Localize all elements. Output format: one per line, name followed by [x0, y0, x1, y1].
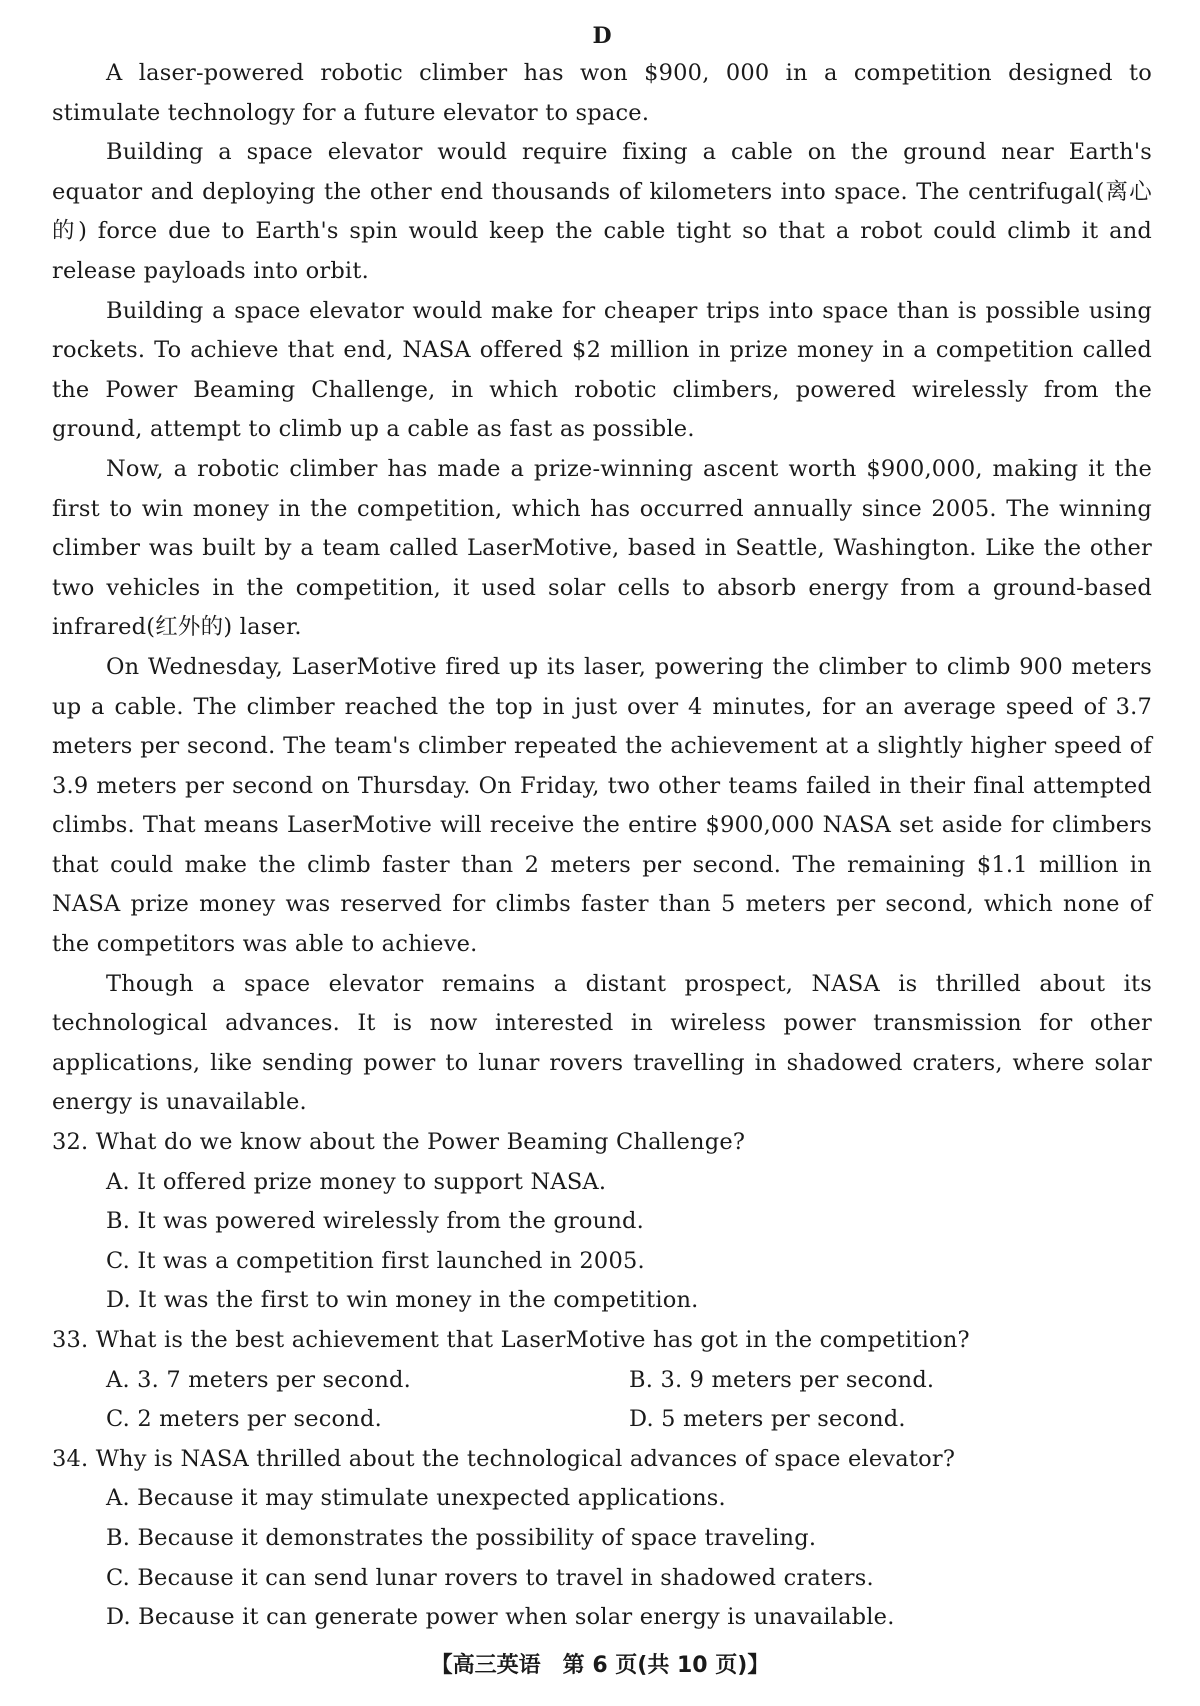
- passage-paragraph: A laser-powered robotic climber has won $900, 000 in a competition designed to stimulate technology for a future elevator to space.: [52, 60, 1152, 126]
- question-33: [52, 1321, 1152, 1440]
- option-d: D. It was the first to win money in the competition.: [106, 1287, 699, 1314]
- option-d: D. 5 meters per second.: [629, 1406, 906, 1433]
- question-list: [52, 1123, 1152, 1638]
- option-a: A. Because it may stimulate unexpected applications.: [106, 1485, 726, 1512]
- reading-passage: [52, 54, 1152, 1123]
- exam-page: [52, 18, 1152, 1638]
- option-c: C. 2 meters per second.: [106, 1406, 382, 1433]
- option-a: A. 3. 7 meters per second.: [106, 1366, 411, 1393]
- option-row: [106, 1400, 1152, 1440]
- option-b: B. It was powered wirelessly from the ground.: [106, 1208, 644, 1235]
- passage-paragraph: On Wednesday, LaserMotive fired up its laser, powering the climber to climb 900 meters up a cable. The climber reached the top in just over 4 minutes, for an average speed of 3.7 meters per second. The team's climber repeated the achievement at a slightly higher speed of 3.9 meters per second on Thursday. On Friday, two other teams failed in their final attempted climbs. That means LaserMotive will receive the entire $900,000 NASA set aside for climbers that could make the climb faster than 2 meters per second. The remaining $1.1 million in NASA prize money was reserved for climbs faster than 5 meters per second, which none of the competitors was able to achieve.: [52, 653, 1152, 958]
- option-c: C. Because it can send lunar rovers to travel in shadowed craters.: [106, 1564, 874, 1591]
- page-footer: 【高三英语 第 6 页(共 10 页)】: [430, 1653, 770, 1678]
- option-b: B. Because it demonstrates the possibility of space traveling.: [106, 1524, 817, 1551]
- section-letter: D: [592, 23, 612, 49]
- passage-paragraph: Now, a robotic climber has made a prize-winning ascent worth $900,000, making it the first to win money in the competition, which has occurred annually since 2005. The winning climber was built by a team called LaserMotive, based in Seattle, Washington. Like the other two vehicles in the competition, it used solar cells to absorb energy from a ground-based infrared(红外的) laser.: [52, 455, 1152, 641]
- option-row: [106, 1361, 1152, 1401]
- option-a: A. It offered prize money to support NASA.: [106, 1168, 607, 1195]
- question-stem: 32. What do we know about the Power Beaming Challenge?: [52, 1129, 746, 1156]
- option-c: C. It was a competition first launched in 2005.: [106, 1247, 645, 1274]
- question-32: [52, 1123, 1152, 1321]
- passage-paragraph: Building a space elevator would make for cheaper trips into space than is possible using rockets. To achieve that end, NASA offered $2 million in prize money in a competition called the Power Beaming Challenge, in which robotic climbers, powered wirelessly from the ground, attempt to climb up a cable as fast as possible.: [52, 297, 1152, 443]
- option-d: D. Because it can generate power when solar energy is unavailable.: [106, 1604, 895, 1631]
- question-stem: 34. Why is NASA thrilled about the technological advances of space elevator?: [52, 1445, 956, 1472]
- question-stem: 33. What is the best achievement that LaserMotive has got in the competition?: [52, 1327, 970, 1353]
- question-34: [52, 1440, 1152, 1638]
- passage-paragraph: Though a space elevator remains a distant prospect, NASA is thrilled about its technological advances. It is now interested in wireless power transmission for other applications, like sending power to lunar rovers travelling in shadowed craters, where solar energy is unavailable.: [52, 970, 1152, 1116]
- passage-paragraph: Building a space elevator would require fixing a cable on the ground near Earth's equator and deploying the other end thousands of kilometers into space. The centrifugal(离心的) force due to Earth's spin would keep the cable tight so that a robot could climb it and release payloads into orbit.: [52, 139, 1152, 284]
- option-b: B. 3. 9 meters per second.: [629, 1366, 935, 1393]
